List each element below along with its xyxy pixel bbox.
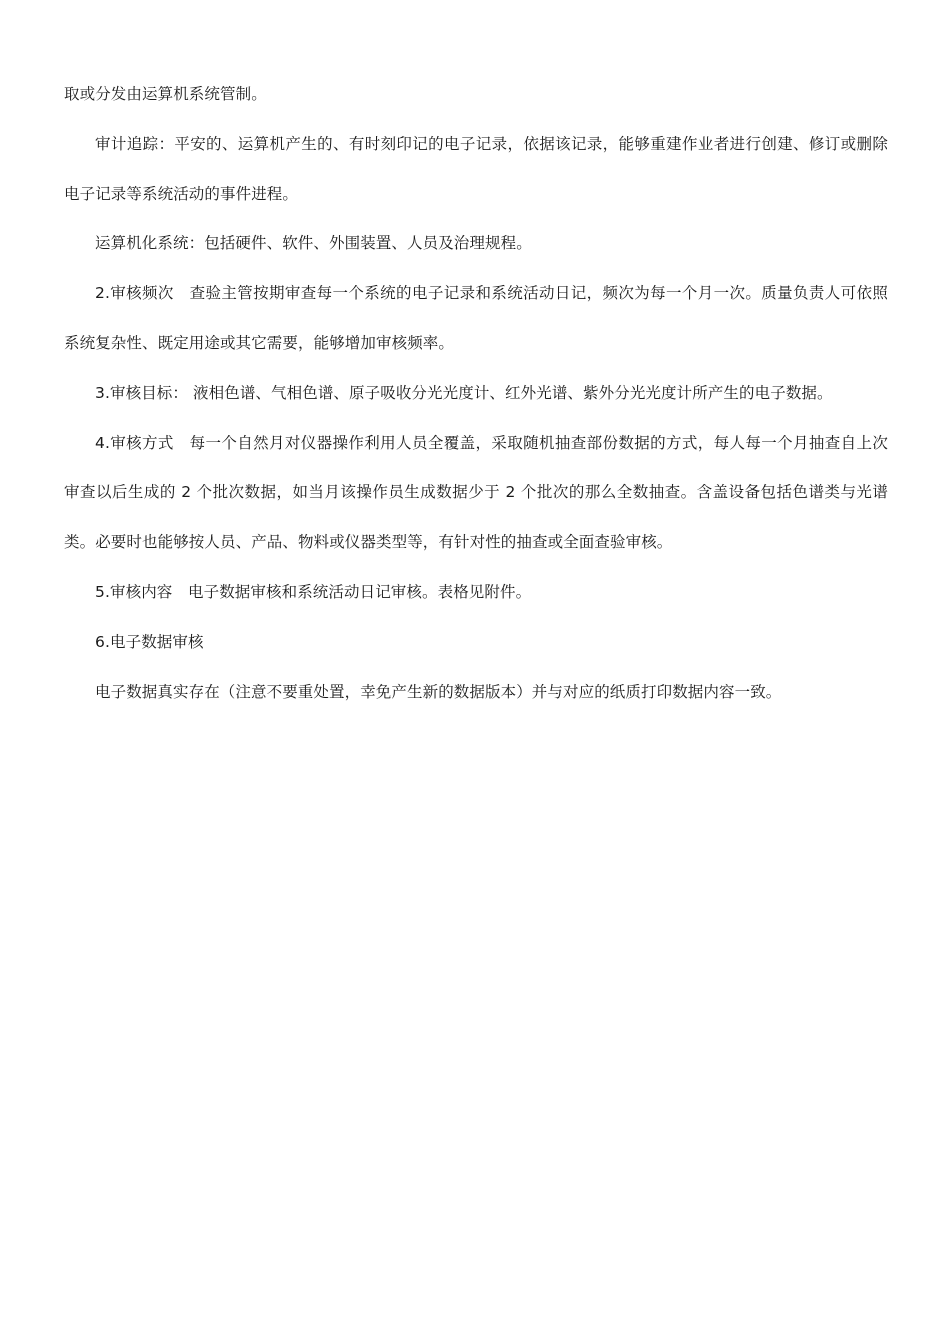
paragraph-audit-trail-definition: 审计追踪：平安的、运算机产生的、有时刻印记的电子记录，依据该记录，能够重建作业者进行创建、修订或删除电子记录等系统活动的事件进程。: [64, 134, 888, 203]
paragraph-electronic-data-requirement: 电子数据真实存在（注意不要重处置，幸免产生新的数据版本）并与对应的纸质打印数据内容一致。: [95, 682, 782, 701]
paragraph-computerized-system-definition: 运算机化系统：包括硬件、软件、外围装置、人员及治理规程。: [95, 234, 532, 253]
section-heading-electronic-data-review: 6.电子数据审核: [95, 632, 204, 651]
paragraph-review-content: 5.审核内容 电子数据审核和系统活动日记审核。表格见附件。: [95, 582, 532, 601]
paragraph-review-targets: 3.审核目标： 液相色谱、气相色谱、原子吸收分光光度计、红外光谱、紫外分光光度计所产生的电子数据。: [95, 383, 833, 402]
paragraph-review-frequency: 2.审核频次 查验主管按期审查每一个系统的电子记录和系统活动日记，频次为每一个月一次。质量负责人可依照系统复杂性、既定用途或其它需要，能够增加审核频率。: [64, 284, 888, 352]
paragraph-continuation: 取或分发由运算机系统管制。: [64, 85, 267, 103]
paragraph-review-method: 4.审核方式 每一个自然月对仪器操作利用人员全覆盖，采取随机抽查部份数据的方式，每人每一个月抽查自上次审查以后生成的 2 个批次数据，如当月该操作员生成数据少于 2 个批次的那么全数抽查。含盖设备包括色谱类与光谱类。必要时也能够按人员、产品、物料或仪器类型等，有针对性的抽查或全面查验审核。: [64, 433, 888, 552]
document-body: [64, 70, 888, 717]
